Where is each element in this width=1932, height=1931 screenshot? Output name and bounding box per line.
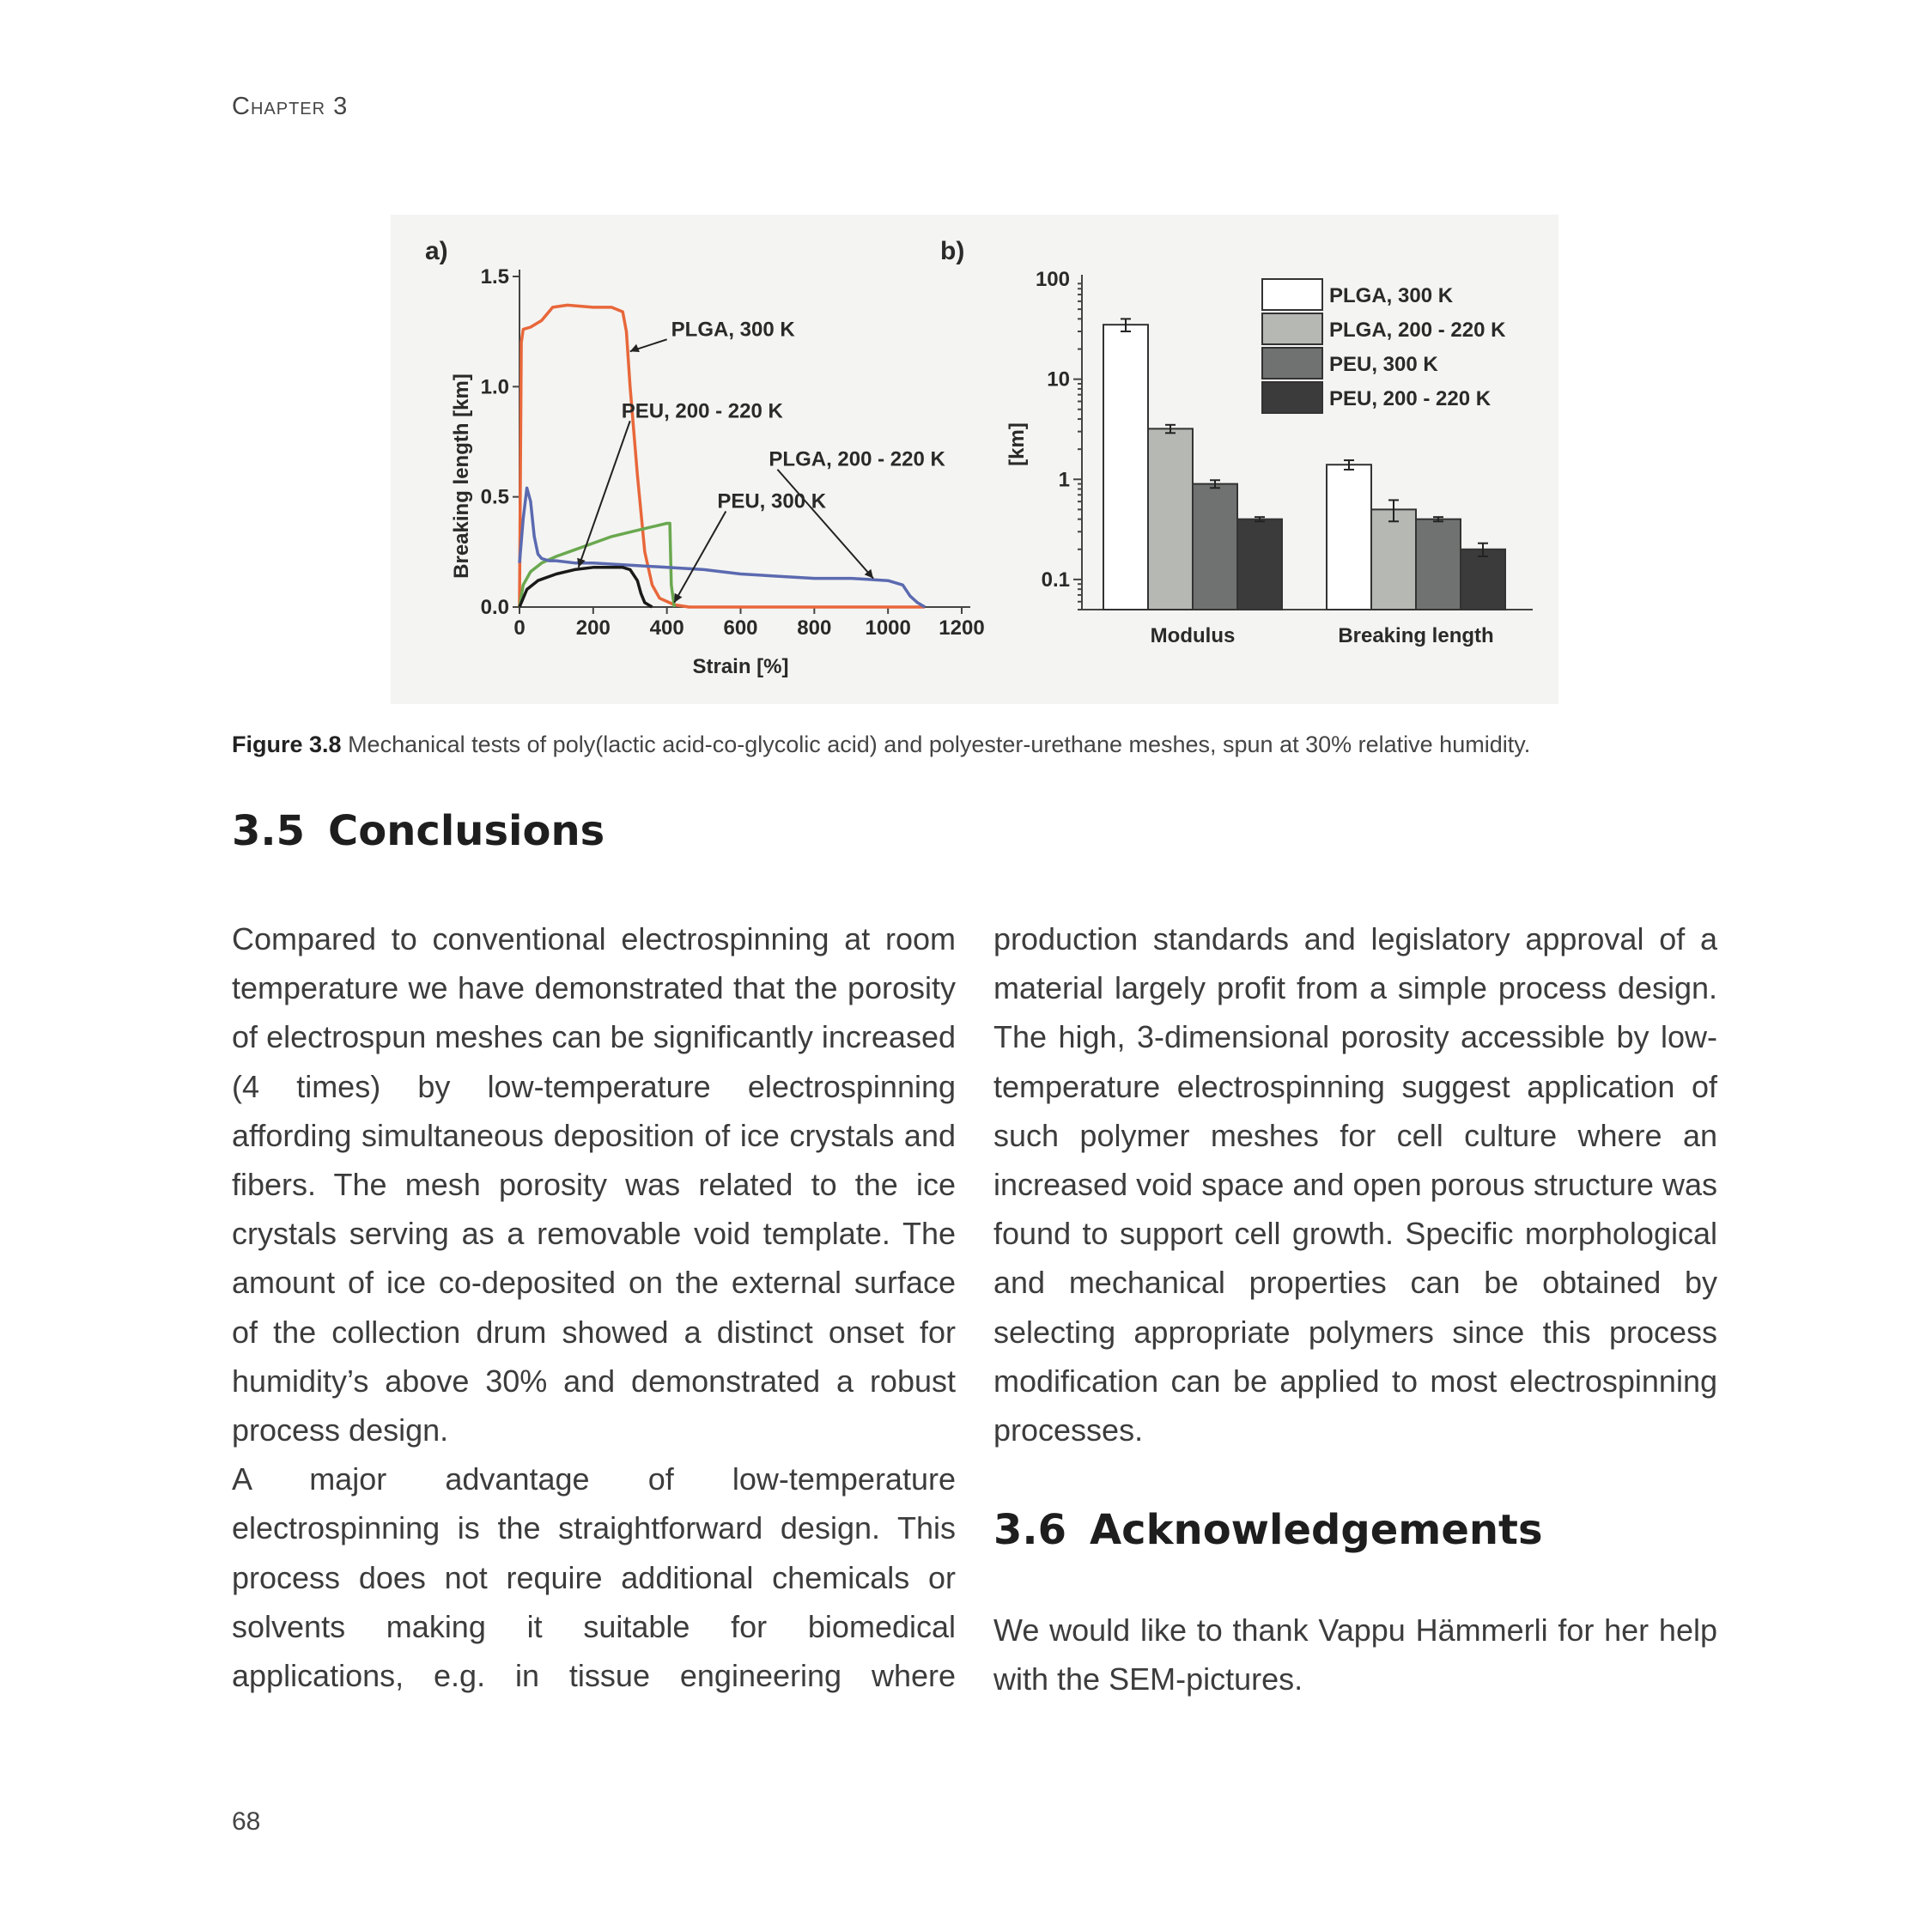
y-tick-label: 1.5 <box>480 265 509 288</box>
annotation-leader <box>579 421 630 568</box>
annotation-label: PEU, 300 K <box>717 489 827 513</box>
text-column-left <box>232 914 956 1700</box>
y-tick-label: 1 <box>1058 468 1070 492</box>
bar-0-3 <box>1237 519 1282 610</box>
figure-charts <box>391 215 1558 704</box>
annotation-leader <box>777 470 873 579</box>
category-label: Breaking length <box>1338 624 1494 647</box>
bar-1-0 <box>1327 465 1371 610</box>
chart-b <box>940 237 1533 647</box>
x-tick-label: 400 <box>649 616 684 640</box>
section-number: 3.6 <box>993 1506 1067 1555</box>
section-heading-conclusions <box>232 807 605 855</box>
y-tick-label: 0.5 <box>480 485 509 509</box>
y-axis-title: [km] <box>1005 422 1029 466</box>
acknowledgements-text: We would like to thank Vappu Hämmerli for her help with the SEM-pictures. <box>993 1612 1717 1697</box>
y-tick-label: 100 <box>1035 268 1070 291</box>
panel-label: a) <box>425 237 448 265</box>
legend-label: PLGA, 200 - 220 K <box>1329 319 1506 342</box>
legend-swatch <box>1262 382 1322 413</box>
figure-3-8 <box>391 215 1558 704</box>
x-tick-label: 800 <box>797 616 832 640</box>
y-tick-label: 10 <box>1047 367 1070 392</box>
category-label: Modulus <box>1150 624 1236 647</box>
bar-0-0 <box>1103 325 1148 610</box>
bar-1-3 <box>1461 550 1505 610</box>
conclusions-paragraph-1: Compared to conventional electrospinning at room temperature we have demonstrated that the porosity of electrospun meshes can be significantly increased (4 times) by low-temperature electrospinning affording simultaneous deposition of ice crystals and fibers. The mesh porosity was related to the ice crystals serving as a removable void template. The amount of ice co-deposited on the external surface of the collection drum showed a distinct onset for humidity’s above 30% and demonstrated a robust process design. <box>232 921 956 1448</box>
conclusions-paragraph-2-part-2: production standards and legislatory approval of a material largely profit from a simple process design. The high, 3-dimensional porosity accessible by low-temperature electrospinning suggest application of such polymer meshes for cell culture where an increased void space and open porous structure was found to support cell growth. Specific morphological and mechanical properties can be obtained by selecting appropriate polymers since this process modification can be applied to most electrospinning processes. <box>993 921 1717 1448</box>
x-tick-label: 1000 <box>865 616 911 640</box>
panel-label: b) <box>940 237 965 265</box>
section-heading-acknowledgements <box>993 1504 1717 1556</box>
y-axis-title: Breaking length [km] <box>450 373 473 579</box>
section-title: Conclusions <box>328 807 605 855</box>
x-tick-label: 200 <box>575 616 611 640</box>
figure-caption <box>232 732 1717 758</box>
section-number: 3.5 <box>232 807 306 855</box>
legend-label: PLGA, 300 K <box>1329 284 1454 307</box>
running-head: Chapter 3 <box>232 93 349 120</box>
x-tick-label: 0 <box>513 616 526 640</box>
chart-a <box>425 237 985 678</box>
y-tick-label: 0.0 <box>480 596 509 619</box>
annotation-label: PEU, 200 - 220 K <box>621 399 783 423</box>
caption-label: Figure 3.8 <box>232 732 342 757</box>
bar-1-1 <box>1371 509 1416 610</box>
legend-swatch <box>1262 348 1322 379</box>
bar-1-2 <box>1416 519 1461 610</box>
bar-0-2 <box>1193 484 1237 610</box>
caption-text: Mechanical tests of poly(lactic acid-co-glycolic acid) and polyester-urethane meshes, spun at 30% relative humidity. <box>348 732 1531 757</box>
legend-label: PEU, 300 K <box>1329 353 1438 376</box>
bar-0-1 <box>1148 428 1193 610</box>
annotation-leader <box>674 512 726 603</box>
section-title: Acknowledgements <box>1090 1506 1543 1555</box>
series-line-3 <box>519 568 653 607</box>
y-tick-label: 0.1 <box>1041 568 1070 592</box>
legend-swatch <box>1262 279 1322 310</box>
text-column-right <box>993 914 1717 1704</box>
page-number: 68 <box>232 1807 261 1836</box>
annotation-label: PLGA, 300 K <box>671 318 795 342</box>
conclusions-paragraph-2-part-1: A major advantage of low-temperature electrospinning is the straightforward design. This process does not require additional chemicals or solvents making it suitable for biomedical applications, e.g. in tissue engineering where <box>232 1461 956 1694</box>
legend-label: PEU, 200 - 220 K <box>1329 387 1492 410</box>
x-tick-label: 1200 <box>939 616 985 640</box>
x-axis-title: Strain [%] <box>692 655 789 678</box>
annotation-arrowhead <box>629 344 640 355</box>
annotation-label: PLGA, 200 - 220 K <box>769 447 945 471</box>
y-tick-label: 1.0 <box>480 375 509 399</box>
legend-swatch <box>1262 313 1322 344</box>
x-tick-label: 600 <box>723 616 758 640</box>
